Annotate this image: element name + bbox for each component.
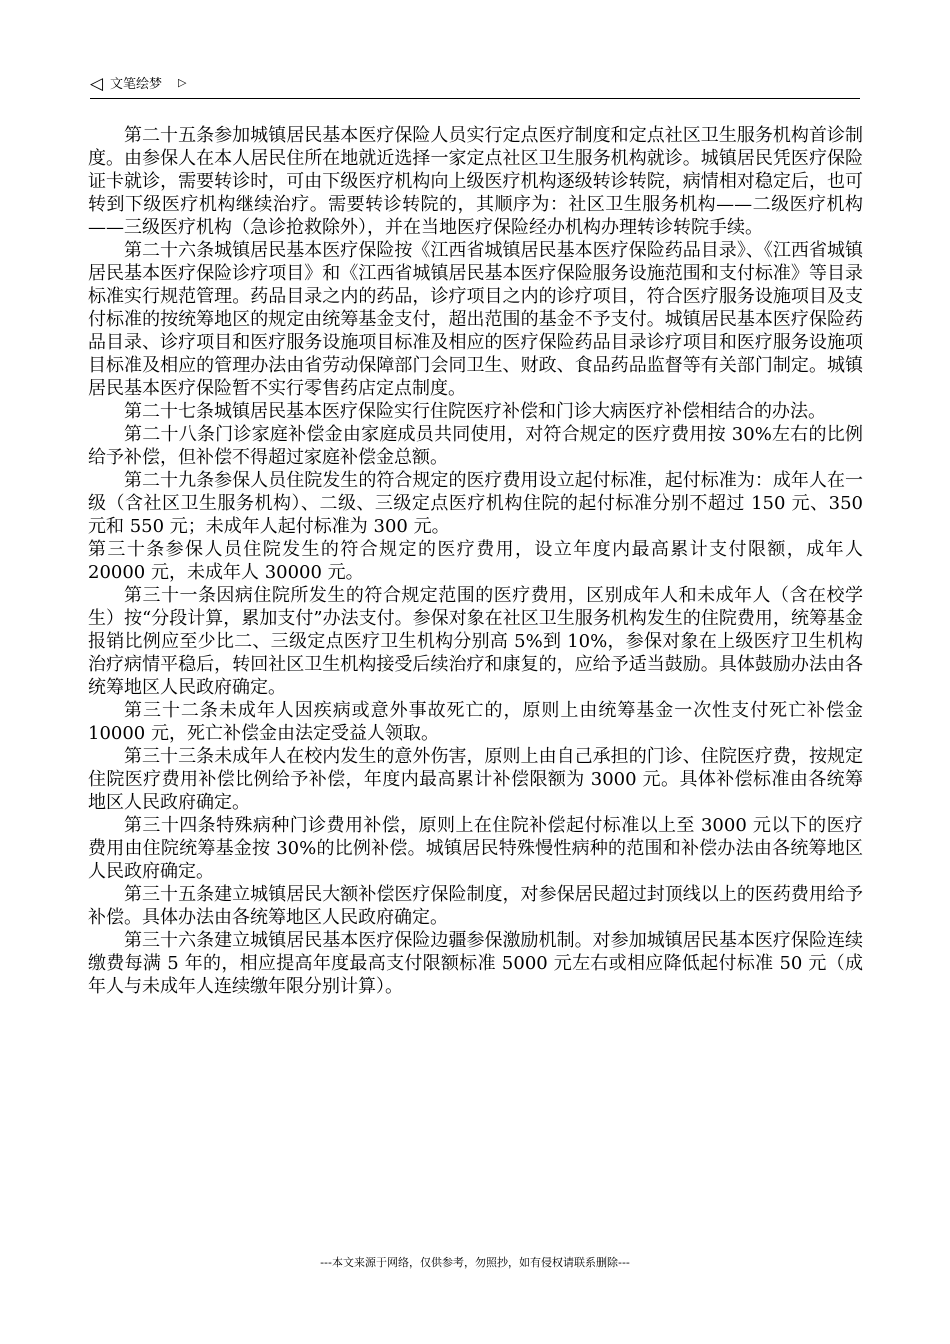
article-35: 第三十五条建立城镇居民大额补偿医疗保险制度，对参保居民超过封顶线以上的医药费用给予补偿。具体办法由各统筹地区人民政府确定。	[88, 884, 863, 928]
article-31: 第三十一条因病住院所发生的符合规定范围的医疗费用，区别成年人和未成年人（含在校学生）按“分段计算，累加支付”办法支付。参保对象在社区卫生服务机构发生的住院费用，统筹基金报销比例应至少比二、三级定点医疗卫生机构分别高 5%到 10%，参保对象在上级医疗卫生机构治疗病情平稳后，转回社区卫生机构接受后续治疗和康复的，应给予适当鼓励。具体鼓励办法由各统筹地区人民政府确定。	[88, 585, 863, 698]
article-34: 第三十四条特殊病种门诊费用补偿，原则上在住院补偿起付标准以上至 3000 元以下的医疗费用由住院统筹基金按 30%的比例补偿。城镇居民特殊慢性病种的范围和补偿办法由各统筹地区人民政府确定。	[88, 815, 863, 882]
article-32: 第三十二条未成年人因疾病或意外事故死亡的，原则上由统筹基金一次性支付死亡补偿金 10000 元，死亡补偿金由法定受益人领取。	[88, 700, 863, 744]
article-29: 第二十九条参保人员住院发生的符合规定的医疗费用设立起付标准，起付标准为：成年人在一级（含社区卫生服务机构）、二级、三级定点医疗机构住院的起付标准分别不超过 150 元、350 元和 550 元；未成年人起付标准为 300 元。	[88, 470, 863, 537]
triangle-right-icon: ▷	[178, 76, 187, 89]
article-26: 第二十六条城镇居民基本医疗保险按《江西省城镇居民基本医疗保险药品目录》、《江西省城镇居民基本医疗保险诊疗项目》和《江西省城镇居民基本医疗保险服务设施范围和支付标准》等目录标准实行规范管理。药品目录之内的药品，诊疗项目之内的诊疗项目，符合医疗服务设施项目及支付标准的按统筹地区的规定由统筹基金支付，超出范围的基金不予支付。城镇居民基本医疗保险药品目录、诊疗项目和医疗服务设施项目标准及相应的医疗保险药品目录诊疗项目和医疗服务设施项目标准及相应的管理办法由省劳动保障部门会同卫生、财政、食品药品监督等有关部门制定。城镇居民基本医疗保险暂不实行零售药店定点制度。	[88, 240, 863, 399]
article-27: 第二十七条城镇居民基本医疗保险实行住院医疗补偿和门诊大病医疗补偿相结合的办法。	[124, 401, 826, 422]
article-33: 第三十三条未成年人在校内发生的意外伤害，原则上由自己承担的门诊、住院医疗费，按规定住院医疗费用补偿比例给予补偿，年度内最高累计补偿限额为 3000 元。具体补偿标准由各统筹地区人民政府确定。	[88, 746, 863, 813]
article-28: 第二十八条门诊家庭补偿金由家庭成员共同使用，对符合规定的医疗费用按 30%左右的比例给予补偿，但补偿不得超过家庭补偿金总额。	[88, 424, 863, 468]
triangle-left-icon: ◁	[90, 74, 104, 94]
page-header	[90, 74, 860, 99]
article-30: 第三十条参保人员住院发生的符合规定的医疗费用，设立年度内最高累计支付限额，成年人 20000 元，未成年人 30000 元。	[88, 539, 863, 583]
article-36: 第三十六条建立城镇居民基本医疗保险边疆参保激励机制。对参加城镇居民基本医疗保险连续缴费每满 5 年的，相应提高年度最高支付限额标准 5000 元左右或相应降低起付标准 50 元（成年人与未成年人连续缴年限分别计算）。	[88, 930, 863, 997]
footer-disclaimer: ---本文来源于网络，仅供参考，勿照抄，如有侵权请联系删除---	[320, 1256, 630, 1269]
header-brand: 文笔绘梦	[110, 77, 163, 92]
article-25: 第二十五条参加城镇居民基本医疗保险人员实行定点医疗制度和定点社区卫生服务机构首诊制度。由参保人在本人居民住所在地就近选择一家定点社区卫生服务机构就诊。城镇居民凭医疗保险证卡就诊，需要转诊时，可由下级医疗机构向上级医疗机构逐级转诊转院，病情相对稳定后，也可转到下级医疗机构继续治疗。需要转诊转院的，其顺序为：社区卫生服务机构——二级医疗机构——三级医疗机构（急诊抢救除外），并在当地医疗保险经办机构办理转诊转院手续。	[88, 125, 863, 238]
document-body	[88, 124, 863, 998]
